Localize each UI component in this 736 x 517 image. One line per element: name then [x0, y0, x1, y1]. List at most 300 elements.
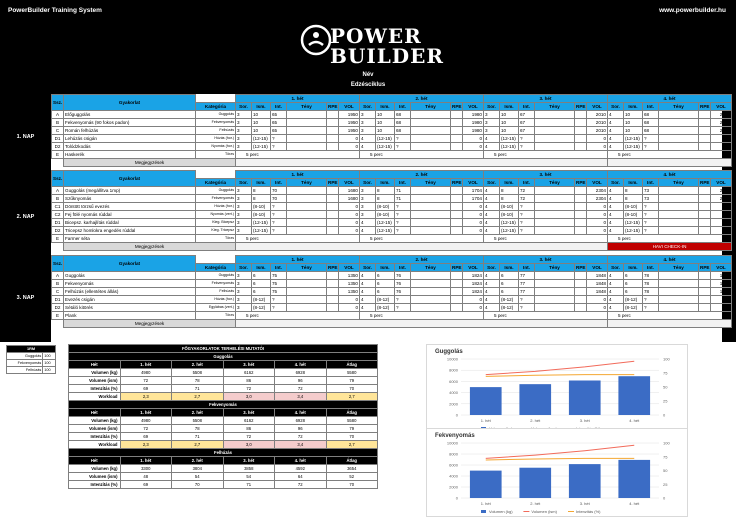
rpe-cell[interactable] [575, 195, 587, 203]
actual-cell[interactable] [411, 203, 451, 211]
actual-cell[interactable] [659, 119, 699, 127]
exercise-category: Guggolás [196, 187, 236, 195]
rpe-cell[interactable] [699, 280, 711, 288]
actual-cell[interactable] [287, 227, 327, 235]
rpe-cell[interactable] [451, 195, 463, 203]
stats-row-label: Volumen (ism) [69, 473, 121, 481]
sets-cell: 4 [484, 272, 500, 280]
notes-field[interactable] [608, 159, 732, 167]
exercise-name[interactable]: Fej fölé nyomás rúddal [64, 211, 196, 219]
actual-cell[interactable] [411, 119, 451, 127]
intensity-cell: 72 [519, 195, 535, 203]
reps-cell: (8-12) [252, 296, 271, 304]
sub-header: VOL [587, 264, 608, 272]
duration-cell[interactable]: 5 perc [360, 235, 484, 243]
actual-cell[interactable] [287, 203, 327, 211]
actual-cell[interactable] [535, 227, 575, 235]
rpe-cell[interactable] [451, 127, 463, 135]
week-header: 1. hét [236, 95, 360, 103]
reps-cell: (12-15) [376, 219, 395, 227]
legend-swatch [481, 510, 486, 513]
stats-value: 3,0 [223, 393, 275, 401]
intensity-cell: ? [271, 219, 287, 227]
intensity-cell: ? [519, 143, 535, 151]
exercise-id: A [52, 272, 64, 280]
rpe-cell[interactable] [327, 187, 339, 195]
volume-cell: 0 [711, 211, 732, 219]
actual-cell[interactable] [535, 127, 575, 135]
actual-cell[interactable] [535, 187, 575, 195]
stats-value: 54 [223, 473, 275, 481]
actual-cell[interactable] [411, 187, 451, 195]
sets-cell: 3 [236, 111, 252, 119]
notes-field[interactable] [236, 159, 608, 167]
intensity-cell: 76 [395, 272, 411, 280]
actual-cell[interactable] [659, 288, 699, 296]
rpe-cell[interactable] [575, 203, 587, 211]
sub-header: VOL [463, 264, 484, 272]
actual-cell[interactable] [535, 143, 575, 151]
actual-cell[interactable] [411, 111, 451, 119]
rpe-cell[interactable] [327, 143, 339, 151]
actual-cell[interactable] [659, 211, 699, 219]
sub-header: RPE [452, 104, 462, 109]
actual-cell[interactable] [411, 280, 451, 288]
exercise-row [52, 219, 732, 227]
actual-cell[interactable] [659, 111, 699, 119]
actual-cell[interactable] [535, 280, 575, 288]
notes-field[interactable] [236, 320, 608, 328]
actual-cell[interactable] [287, 127, 327, 135]
rpe-cell[interactable] [575, 288, 587, 296]
actual-cell[interactable] [411, 143, 451, 151]
day-plan-table [51, 255, 732, 328]
exercise-name[interactable]: Fekvenyomás [64, 280, 196, 288]
y2-tick-label: 25 [663, 398, 668, 404]
actual-cell[interactable] [535, 195, 575, 203]
sub-header: Int. [643, 179, 659, 187]
volume-cell: 1350 [339, 272, 360, 280]
chart-svg [427, 345, 689, 435]
exercise-name[interactable]: Lehúzás csigán [64, 135, 196, 143]
exercise-name[interactable]: Evezés csigán [64, 296, 196, 304]
actual-cell[interactable] [535, 135, 575, 143]
rpe-cell[interactable] [575, 280, 587, 288]
rpe-cell[interactable] [451, 119, 463, 127]
reps-cell: 8 [624, 195, 643, 203]
intensity-cell: ? [643, 203, 659, 211]
stats-row-label: Intenzitás (%) [69, 385, 121, 393]
rpe-cell[interactable] [575, 127, 587, 135]
duration-cell[interactable]: 5 perc [236, 235, 360, 243]
rpe-cell[interactable] [699, 219, 711, 227]
rpe-cell[interactable] [699, 272, 711, 280]
sets-cell: 4 [360, 143, 376, 151]
y-tick-label: 2000 [449, 401, 458, 407]
actual-cell[interactable] [287, 111, 327, 119]
x-tick-label: 3. hét [579, 418, 590, 423]
actual-cell[interactable] [287, 135, 327, 143]
exercise-name[interactable]: Román felhúzás [64, 127, 196, 135]
website-link[interactable]: www.powerbuilder.hu [659, 7, 726, 14]
intensity-cell: ? [395, 143, 411, 151]
rm-value[interactable]: 100 [43, 353, 56, 360]
rpe-cell[interactable] [451, 296, 463, 304]
stats-value: 2,7 [326, 441, 378, 449]
volume-cell: 1824 [463, 272, 484, 280]
one-rm-title: 1RM [7, 346, 56, 353]
rpe-cell[interactable] [451, 143, 463, 151]
exercise-name[interactable]: Guggolás [64, 272, 196, 280]
actual-cell[interactable] [411, 227, 451, 235]
rpe-cell[interactable] [451, 304, 463, 312]
rpe-cell[interactable] [327, 195, 339, 203]
actual-cell[interactable] [287, 119, 327, 127]
x-tick-label: 2. hét [530, 418, 541, 423]
stats-value: 54 [172, 473, 224, 481]
actual-cell[interactable] [535, 119, 575, 127]
volume-cell: 0 [587, 219, 608, 227]
stats-title: FŐGYAKORLATOK TERHELÉSI MUTATÓI [69, 345, 378, 353]
stats-row-label: Intenzitás (%) [69, 481, 121, 489]
volume-cell: 0 [587, 304, 608, 312]
rpe-cell[interactable] [451, 111, 463, 119]
reps-cell: (12-15) [500, 135, 519, 143]
intensity-cell: 78 [643, 272, 659, 280]
col-header-spacer [196, 171, 236, 179]
reps-cell: 6 [376, 280, 395, 288]
exercise-name[interactable]: Felhúzás (ellentétes állás) [64, 288, 196, 296]
actual-cell[interactable] [659, 227, 699, 235]
intensity-cell: ? [271, 143, 287, 151]
duration-cell[interactable]: 5 perc [484, 235, 608, 243]
rpe-cell[interactable] [451, 272, 463, 280]
rpe-cell[interactable] [327, 280, 339, 288]
rpe-cell[interactable] [327, 119, 339, 127]
legend-label: Volumen (kg) [489, 509, 513, 514]
intensity-cell: 75 [271, 272, 287, 280]
actual-cell[interactable] [411, 272, 451, 280]
intensity-cell: ? [643, 135, 659, 143]
rpe-cell[interactable] [451, 211, 463, 219]
actual-cell[interactable] [659, 187, 699, 195]
reps-cell: (8-10) [376, 211, 395, 219]
rpe-cell[interactable] [575, 211, 587, 219]
chart-svg [427, 429, 689, 517]
sets-cell: 4 [484, 135, 500, 143]
intensity-cell: 67 [519, 111, 535, 119]
reps-cell: 10 [624, 111, 643, 119]
rpe-cell[interactable] [575, 135, 587, 143]
volume-cell: 0 [711, 227, 732, 235]
intensity-cell: ? [519, 219, 535, 227]
actual-cell[interactable] [535, 288, 575, 296]
volume-cell: 0 [587, 203, 608, 211]
rpe-cell[interactable] [575, 296, 587, 304]
rpe-cell[interactable] [575, 304, 587, 312]
actual-cell[interactable] [659, 135, 699, 143]
rpe-cell[interactable] [451, 135, 463, 143]
actual-cell[interactable] [535, 111, 575, 119]
rpe-cell[interactable] [327, 296, 339, 304]
rpe-cell[interactable] [699, 111, 711, 119]
exercise-id: D1 [52, 219, 64, 227]
notes-label[interactable]: Megjegyzések [64, 320, 236, 328]
stats-value: 5580 [326, 369, 378, 377]
rm-value[interactable]: 100 [43, 367, 56, 374]
exercise-category: Húzás (hor.) [196, 203, 236, 211]
rpe-cell[interactable] [451, 227, 463, 235]
col-header-category: Kategória [196, 179, 236, 187]
notes-label[interactable]: Megjegyzések [64, 243, 236, 251]
stats-value: 72 [275, 385, 327, 393]
stats-value: 3804 [172, 465, 224, 473]
actual-cell[interactable] [411, 304, 451, 312]
duration-cell[interactable]: 5 perc [360, 151, 484, 159]
stats-exercise-title: Guggolás [69, 353, 378, 361]
actual-cell[interactable] [659, 219, 699, 227]
reps-cell: (8-12) [500, 296, 519, 304]
rpe-cell[interactable] [575, 227, 587, 235]
actual-cell[interactable] [411, 211, 451, 219]
actual-cell[interactable] [535, 203, 575, 211]
duration-cell[interactable]: 5 perc [608, 235, 732, 243]
actual-cell[interactable] [659, 304, 699, 312]
reps-cell: 10 [252, 111, 271, 119]
actual-cell[interactable] [287, 296, 327, 304]
rpe-cell[interactable] [575, 119, 587, 127]
duration-cell[interactable]: 5 perc [236, 312, 360, 320]
actual-cell[interactable] [659, 272, 699, 280]
actual-cell[interactable] [535, 296, 575, 304]
reps-cell: (12-15) [624, 227, 643, 235]
volume-cell: 0 [339, 143, 360, 151]
stats-value: 2,7 [172, 393, 224, 401]
chart-title: Fekvenyomás [435, 433, 475, 439]
sets-cell: 3 [236, 187, 252, 195]
one-rm-table [6, 345, 56, 374]
stats-value: 4592 [275, 465, 327, 473]
actual-cell[interactable] [287, 195, 327, 203]
actual-cell[interactable] [659, 203, 699, 211]
rpe-cell[interactable] [699, 195, 711, 203]
stats-col-header: Átlag [326, 409, 378, 417]
rpe-cell[interactable] [327, 219, 339, 227]
rpe-cell[interactable] [327, 227, 339, 235]
actual-cell[interactable] [287, 304, 327, 312]
rpe-cell[interactable] [327, 111, 339, 119]
rpe-cell[interactable] [327, 272, 339, 280]
rpe-cell[interactable] [699, 143, 711, 151]
volume-cell: 0 [587, 211, 608, 219]
stats-col-header: Hét [69, 409, 121, 417]
rpe-cell[interactable] [451, 203, 463, 211]
rpe-cell[interactable] [699, 211, 711, 219]
rpe-cell[interactable] [451, 288, 463, 296]
stats-value: 52 [326, 473, 378, 481]
exercise-row [52, 296, 732, 304]
rpe-cell[interactable] [699, 296, 711, 304]
stats-row-label: Volumen (kg) [69, 417, 121, 425]
actual-cell[interactable] [287, 219, 327, 227]
rpe-cell[interactable] [327, 203, 339, 211]
exercise-row [52, 119, 732, 127]
reps-cell: (8-12) [624, 304, 643, 312]
exercise-id: D1 [52, 296, 64, 304]
intensity-cell: ? [395, 304, 411, 312]
y-tick-label: 8000 [449, 451, 458, 457]
actual-cell[interactable] [659, 127, 699, 135]
duration-cell[interactable]: 5 perc [236, 151, 360, 159]
reps-cell: (12-15) [500, 143, 519, 151]
sub-header: Tény [287, 179, 327, 187]
duration-cell[interactable]: 5 perc [484, 151, 608, 159]
reps-cell: 10 [500, 111, 519, 119]
actual-cell[interactable] [287, 143, 327, 151]
notes-field[interactable] [608, 320, 732, 328]
actual-cell[interactable] [287, 211, 327, 219]
actual-cell[interactable] [411, 219, 451, 227]
exercise-name[interactable]: Guggolás (megállítva 1mp) [64, 187, 196, 195]
rpe-cell[interactable] [451, 219, 463, 227]
actual-cell[interactable] [659, 280, 699, 288]
stats-col-header: 1. hét [120, 457, 172, 465]
intensity-cell: 65 [271, 127, 287, 135]
notes-label[interactable]: Megjegyzések [64, 159, 236, 167]
rpe-cell[interactable] [575, 272, 587, 280]
actual-cell[interactable] [411, 135, 451, 143]
actual-cell[interactable] [287, 187, 327, 195]
actual-cell[interactable] [535, 272, 575, 280]
volume-cell: 0 [463, 219, 484, 227]
rpe-cell[interactable] [327, 127, 339, 135]
exercise-name[interactable]: Plank [64, 312, 196, 320]
exercise-name[interactable]: Tolódzkodás [64, 143, 196, 151]
y2-tick-label: 25 [663, 481, 668, 487]
exercise-name[interactable]: Fekvenyomás (90 fokos padon) [64, 119, 196, 127]
rpe-cell[interactable] [451, 187, 463, 195]
rpe-cell[interactable] [575, 111, 587, 119]
exercise-name[interactable]: Bicepsz. karhajlítás rúddal [64, 219, 196, 227]
col-header-spacer [196, 95, 236, 103]
exercise-row [52, 235, 732, 243]
duration-cell[interactable]: 5 perc [484, 312, 608, 320]
monthly-checkin-banner[interactable]: HAVI CHECK-IN [608, 243, 732, 251]
sub-header: Int. [643, 264, 659, 272]
rpe-cell[interactable] [575, 219, 587, 227]
note-spacer [52, 159, 64, 167]
rpe-cell[interactable] [699, 127, 711, 135]
exercise-id: C [52, 288, 64, 296]
actual-cell[interactable] [535, 219, 575, 227]
exercise-name[interactable]: Farmer séta [64, 235, 196, 243]
actual-cell[interactable] [535, 211, 575, 219]
col-header-exercise: Gyakorlat [64, 95, 196, 111]
actual-cell[interactable] [659, 296, 699, 304]
exercise-name[interactable]: Döntött törzsű evezés [64, 203, 196, 211]
rpe-cell[interactable] [327, 211, 339, 219]
sub-header: Tény [411, 264, 451, 272]
volume-cell: 1350 [339, 280, 360, 288]
rpe-cell[interactable] [699, 187, 711, 195]
sub-header: VOL [463, 103, 484, 111]
volume-cell: 0 [463, 304, 484, 312]
actual-cell[interactable] [287, 288, 327, 296]
chart-fekvenyomas [426, 428, 688, 517]
intensity-cell: 72 [519, 187, 535, 195]
actual-cell[interactable] [287, 280, 327, 288]
rpe-cell[interactable] [451, 280, 463, 288]
rpe-cell[interactable] [699, 227, 711, 235]
week-header: 2. hét [360, 95, 484, 103]
reps-cell: (12-15) [252, 135, 271, 143]
actual-cell[interactable] [411, 127, 451, 135]
actual-cell[interactable] [535, 304, 575, 312]
rpe-cell[interactable] [575, 143, 587, 151]
rpe-cell[interactable] [699, 119, 711, 127]
exercise-name[interactable]: Szűknyomás [64, 195, 196, 203]
sub-header: Tény [287, 103, 327, 111]
intensity-cell: 70 [271, 195, 287, 203]
volume-cell: 1680 [339, 187, 360, 195]
sub-header: RPE [700, 104, 710, 109]
actual-cell[interactable] [659, 143, 699, 151]
actual-cell[interactable] [411, 296, 451, 304]
y2-tick-label: 100 [663, 440, 670, 446]
intensity-cell: ? [395, 227, 411, 235]
actual-cell[interactable] [411, 288, 451, 296]
stats-value: 69 [120, 385, 172, 393]
logo-figure-icon [300, 24, 332, 56]
notes-field[interactable] [236, 243, 608, 251]
y-tick-label: 10000 [446, 356, 458, 362]
duration-cell[interactable]: 5 perc [608, 151, 732, 159]
exercise-name[interactable]: Sétáló kitörés [64, 304, 196, 312]
rpe-cell[interactable] [327, 135, 339, 143]
intensity-cell: 68 [643, 111, 659, 119]
rpe-cell[interactable] [327, 304, 339, 312]
exercise-name[interactable]: Tricepsz homlokra engedés rúddal [64, 227, 196, 235]
rpe-cell[interactable] [699, 288, 711, 296]
intensity-cell: 73 [643, 187, 659, 195]
rpe-cell[interactable] [699, 135, 711, 143]
sets-cell: 4 [484, 187, 500, 195]
sub-header: RPE [700, 265, 710, 270]
exercise-name[interactable]: Előguggolás [64, 111, 196, 119]
stats-value: 86 [223, 377, 275, 385]
week-header: 4. hét [608, 95, 732, 103]
actual-cell[interactable] [287, 272, 327, 280]
sub-header: RPE [328, 180, 338, 185]
rpe-cell[interactable] [575, 187, 587, 195]
duration-cell[interactable]: 5 perc [360, 312, 484, 320]
rm-value[interactable]: 100 [43, 360, 56, 367]
y-tick-label: 2000 [449, 484, 458, 490]
intensity-cell: 78 [643, 280, 659, 288]
volume-cell: 2010 [587, 119, 608, 127]
sub-header: VOL [339, 264, 360, 272]
sets-cell: 4 [608, 304, 624, 312]
stats-col-header: 4. hét [275, 457, 327, 465]
exercise-name[interactable]: Haskerék [64, 151, 196, 159]
actual-cell[interactable] [411, 195, 451, 203]
rpe-cell[interactable] [327, 288, 339, 296]
rpe-cell[interactable] [699, 203, 711, 211]
rpe-cell[interactable] [699, 304, 711, 312]
duration-cell[interactable]: 5 perc [608, 312, 732, 320]
actual-cell[interactable] [659, 195, 699, 203]
volume-cell: 2304 [587, 187, 608, 195]
